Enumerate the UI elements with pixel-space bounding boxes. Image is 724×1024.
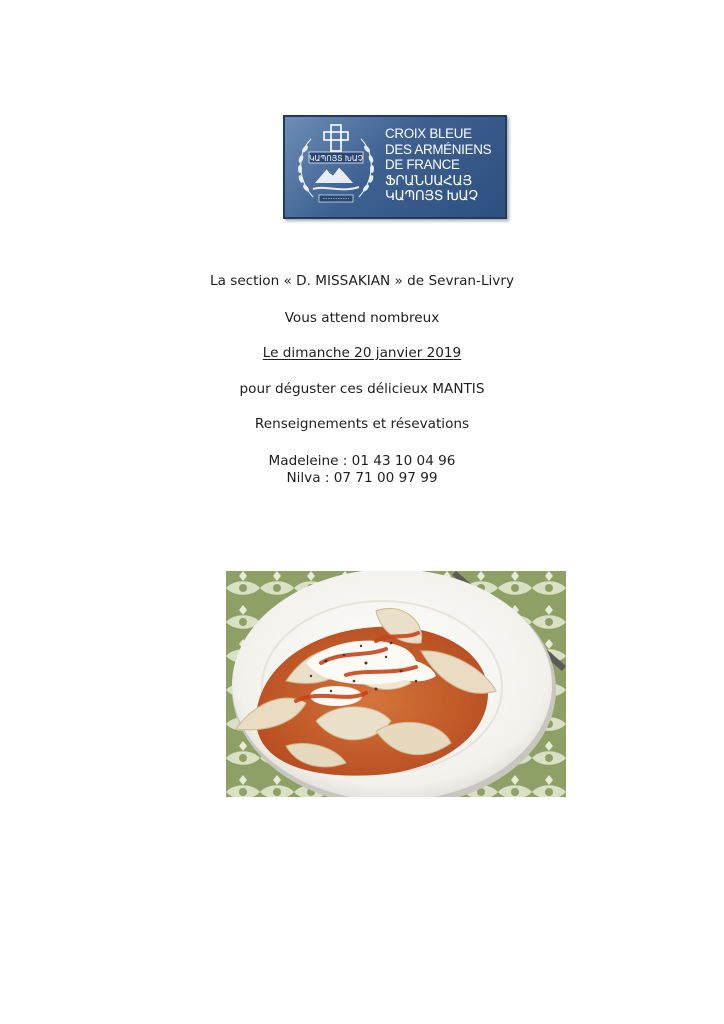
logo-line-5: ԿԱՊՈՅՏ ԽԱՉ [385,188,478,204]
logo-line-1: CROIX BLEUE [385,126,472,141]
logo-line-4: ՖՐԱՆՍԱՀԱՅ [385,172,472,188]
logo-line-3: DE FRANCE [385,157,460,173]
croix-bleue-logo [283,115,507,219]
emblem-icon [291,121,381,213]
logo-line-2: DES ARMÉNIENS [385,141,492,157]
invitation-line: Vous attend nombreux [284,310,440,326]
section-line: La section « D. MISSAKIAN » de Sevran-Livry [210,273,514,289]
event-description: pour déguster ces délicieux MANTIS [239,381,485,397]
contact-nilva: Nilva : 07 71 00 97 99 [286,470,438,486]
emblem-band-text: ԿԱՊՈՅՏ ԽԱՉ [309,154,363,163]
event-date: Le dimanche 20 janvier 2019 [262,345,462,361]
reservations-heading: Renseignements et résevations [254,416,470,432]
mantis-photo-illustration [226,571,566,797]
mantis-photo [226,571,566,797]
contact-madeleine: Madeleine : 01 43 10 04 96 [268,453,456,469]
logo-text [385,126,503,204]
